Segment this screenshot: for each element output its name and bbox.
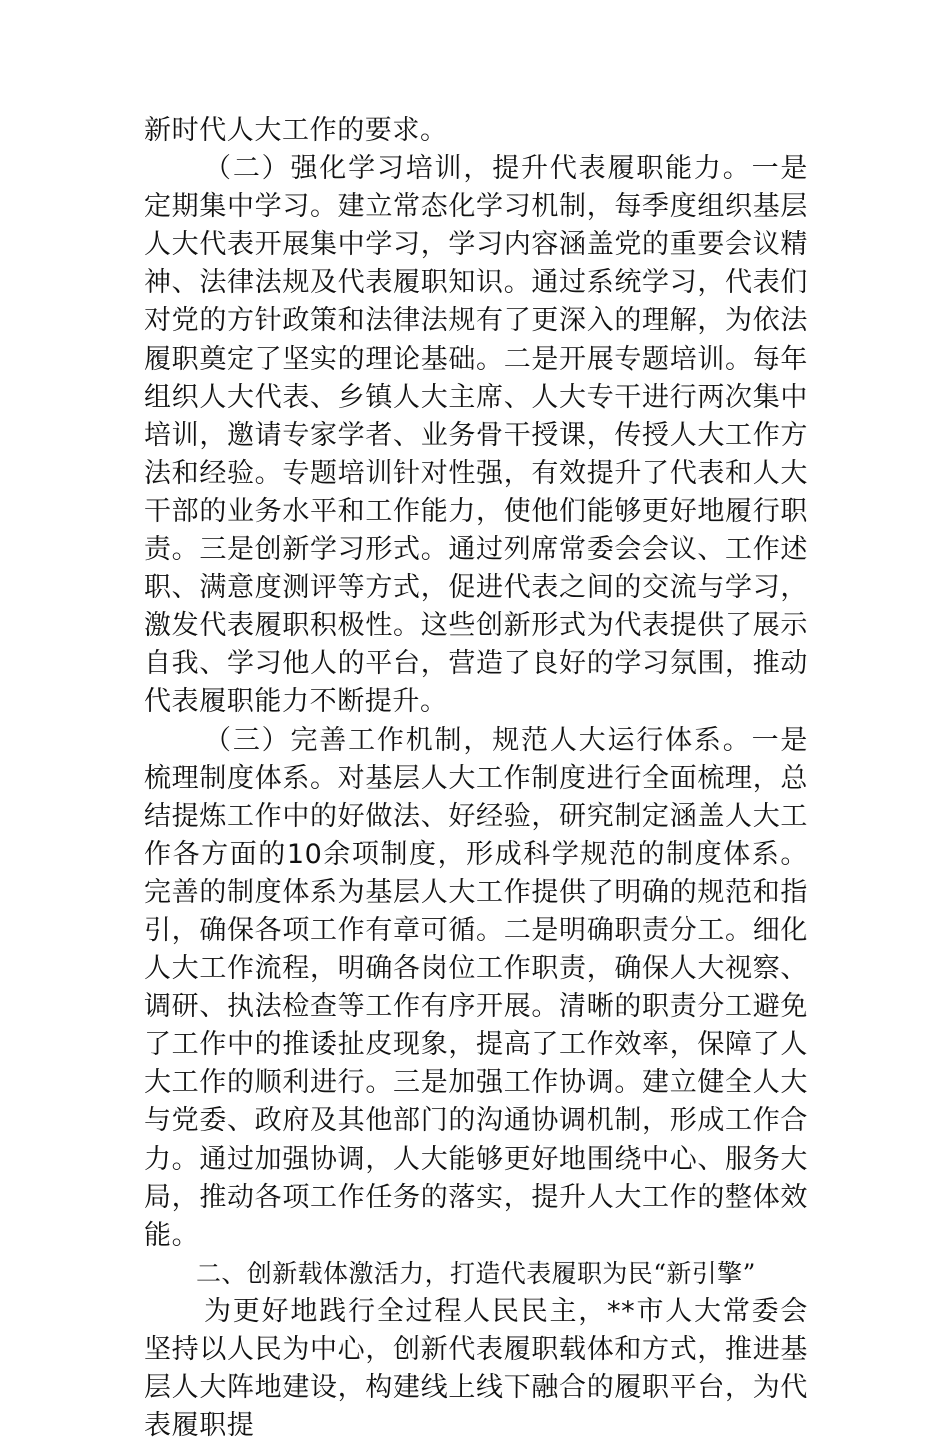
section-heading: 二、创新载体激活力，打造代表履职为民“新引擎” xyxy=(196,1258,756,1288)
document-body xyxy=(144,112,808,1445)
paragraph-continuation: 新时代人大工作的要求。 xyxy=(144,115,448,146)
paragraph-section-3: （三）完善工作机制，规范人大运行体系。一是梳理制度体系。对基层人大工作制度进行全面梳理，总结提炼工作中的好做法、好经验，研究制定涵盖人大工作各方面的10余项制度，形成科学规范的制度体系。完善的制度体系为基层人大工作提供了明确的规范和指引，确保各项工作有章可循。二是明确职责分工。细化人大工作流程，明确各岗位工作职责，确保人大视察、调研、执法检查等工作有序开展。清晰的职责分工避免了工作中的推诿扯皮现象，提高了工作效率，保障了人大工作的顺利进行。三是加强工作协调。建立健全人大与党委、政府及其他部门的沟通协调机制，形成工作合力。通过加强协调，人大能够更好地围绕中心、服务大局，推动各项工作任务的落实，提升人大工作的整体效能。 xyxy=(144,724,808,1251)
paragraph-section-2: （二）强化学习培训，提升代表履职能力。一是定期集中学习。建立常态化学习机制，每季度组织基层人大代表开展集中学习，学习内容涵盖党的重要会议精神、法律法规及代表履职知识。通过系统学习，代表们对党的方针政策和法律法规有了更深入的理解，为依法履职奠定了坚实的理论基础。二是开展专题培训。每年组织人大代表、乡镇人大主席、人大专干进行两次集中培训，邀请专家学者、业务骨干授课，传授人大工作方法和经验。专题培训针对性强，有效提升了代表和人大干部的业务水平和工作能力，使他们能够更好地履行职责。三是创新学习形式。通过列席常委会会议、工作述职、满意度测评等方式，促进代表之间的交流与学习，激发代表履职积极性。这些创新形式为代表提供了展示自我、学习他人的平台，营造了良好的学习氛围，推动代表履职能力不断提升。 xyxy=(144,153,808,718)
paragraph-intro: 为更好地践行全过程人民民主，**市人大常委会坚持以人民为中心，创新代表履职载体和方式，推进基层人大阵地建设，构建线上线下融合的履职平台，为代表履职提 xyxy=(144,1295,808,1442)
